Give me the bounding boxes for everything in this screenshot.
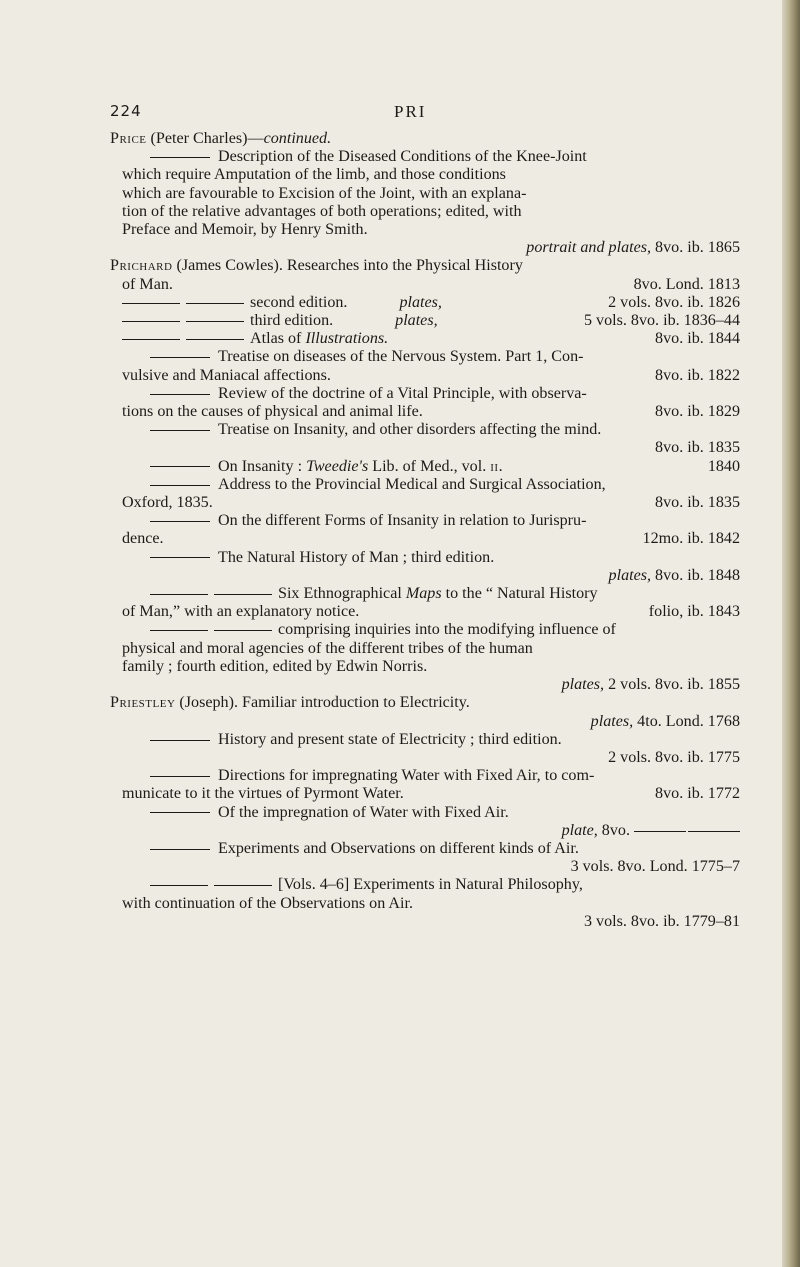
entry-priestley-electricity-intro: Priestley (Joseph). Familiar introduction to Electricity. plates, 4to. Lond. 1768 — [110, 694, 740, 730]
page-edge — [782, 0, 800, 1267]
entry-price-heading: Price (Peter Charles)—continued. — [110, 130, 332, 147]
entry-prichard-forms-insanity: On the different Forms of Insanity in relation to Jurispru- dence. 12mo. ib. 1842 — [122, 512, 740, 548]
entry-prichard-address: Address to the Provincial Medical and Surgical Association, Oxford, 1835. 8vo. ib. 1835 — [122, 475, 740, 512]
running-head: PRI — [394, 102, 427, 121]
entry-prichard-third-edition: third edition. plates, 5 vols. 8vo. ib. 1836–44 — [110, 312, 740, 330]
entry-priestley-impregnation-fixed-air: Of the impregnation of Water with Fixed Air. plate, 8vo. — [110, 804, 740, 840]
entry-priestley-history-electricity: History and present state of Electricity ; third edition. 2 vols. 8vo. ib. 1775 — [110, 731, 740, 767]
bibliography-list — [110, 130, 740, 931]
entry-priestley-experiments-air: Experiments and Observations on different kinds of Air. 3 vols. 8vo. Lond. 1775–7 — [110, 840, 740, 876]
entry-prichard-insanity-treatise: Treatise on Insanity, and other disorders affecting the mind. 8vo. ib. 1835 — [110, 421, 740, 457]
entry-prichard-nervous-system: Treatise on diseases of the Nervous System. Part 1, Con- vulsive and Maniacal affections. 8vo. ib. 1822 — [122, 348, 740, 384]
page-number: 224 — [110, 102, 142, 120]
entry-priestley-natural-philosophy: [Vols. 4–6] Experiments in Natural Philosophy, with continuation of the Observations on Air. 3 vols. 8vo. ib. 1779–81 — [122, 876, 740, 930]
entry-priestley-impregnating-water: Directions for impregnating Water with Fixed Air, to com- municate to it the virtues of Pyrmont Water. 8vo. ib. 1772 — [122, 767, 740, 803]
entry-prichard-second-edition: second edition. plates, 2 vols. 8vo. ib. 1826 — [110, 294, 740, 312]
entry-price-knee-joint: Description of the Diseased Conditions of the Knee-Joint which require Amputation of the limb, and those conditions which are favourable to Excision of the Joint, with an explana- tion of the relative advantages of both operations; edited, with Preface and Memoir, by Henry Smith. portrait and plates, 8vo. ib. 1865 — [122, 148, 740, 257]
entry-prichard-atlas: Atlas of Illustrations. 8vo. ib. 1844 — [110, 330, 740, 348]
page-header — [110, 102, 730, 124]
entry-prichard-vital-principle: Review of the doctrine of a Vital Principle, with observa- tions on the causes of physical and animal life. 8vo. ib. 1829 — [122, 384, 740, 421]
entry-prichard-on-insanity: On Insanity : Tweedie's Lib. of Med., vol. ii. 1840 — [110, 458, 740, 476]
entry-prichard-natural-history: The Natural History of Man ; third edition. plates, 8vo. ib. 1848 — [110, 549, 740, 585]
entry-prichard-maps: Six Ethnographical Maps to the “ Natural History of Man,” with an explanatory notice. folio, ib. 1843 — [122, 585, 740, 621]
entry-prichard-fourth-edition: comprising inquiries into the modifying influence of physical and moral agencies of the different tribes of the human family ; fourth edition, edited by Edwin Norris. plates, 2 vols. 8vo. ib. 1855 — [122, 621, 740, 694]
entry-prichard-researches: Prichard (James Cowles). Researches into the Physical History of Man. 8vo. Lond. 1813 — [110, 257, 740, 293]
